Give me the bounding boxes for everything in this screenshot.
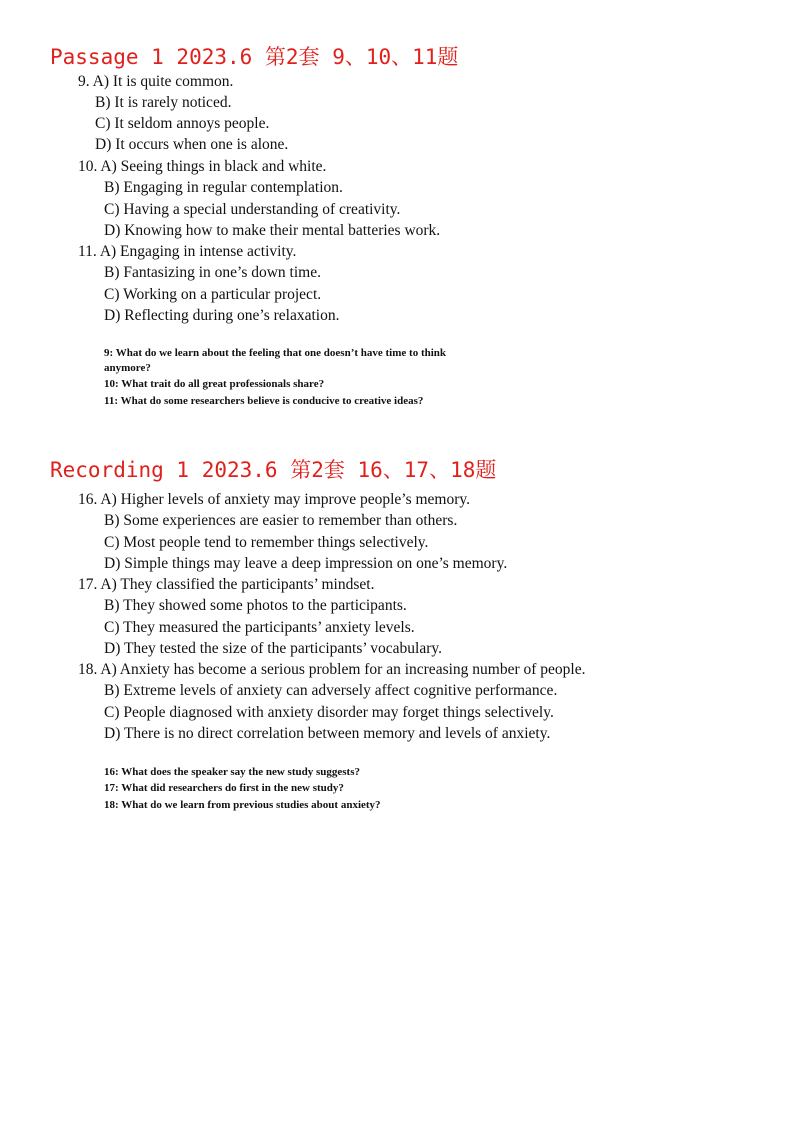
q9-option-d: D) It occurs when one is alone. xyxy=(95,136,289,153)
q17-option-b: B) They showed some photos to the participants. xyxy=(104,597,407,614)
note-q10: 10: What trait do all great professionals share? xyxy=(104,378,325,390)
q16-option-d: D) Simple things may leave a deep impression on one’s memory. xyxy=(104,555,508,572)
q18-option-d: D) There is no direct correlation between memory and levels of anxiety. xyxy=(104,725,551,742)
q17-option-c: C) They measured the participants’ anxiety levels. xyxy=(104,619,415,636)
q18-option-a: 18. A) Anxiety has become a serious problem for an increasing number of people. xyxy=(78,661,586,678)
q16-option-a: 16. A) Higher levels of anxiety may improve people’s memory. xyxy=(78,491,470,508)
note-q17: 17: What did researchers do first in the new study? xyxy=(104,782,344,794)
q11-option-c: C) Working on a particular project. xyxy=(104,286,322,303)
note-q18: 18: What do we learn from previous studies about anxiety? xyxy=(104,799,381,811)
q10-option-a: 10. A) Seeing things in black and white. xyxy=(78,158,327,175)
q10-option-d: D) Knowing how to make their mental batteries work. xyxy=(104,222,441,239)
note-q11: 11: What do some researchers believe is conducive to creative ideas? xyxy=(104,395,424,407)
q16-option-c: C) Most people tend to remember things selectively. xyxy=(104,534,429,551)
note-q9-line2: anymore? xyxy=(104,362,151,374)
q11-option-d: D) Reflecting during one’s relaxation. xyxy=(104,307,340,324)
q18-option-c: C) People diagnosed with anxiety disorder may forget things selectively. xyxy=(104,704,554,721)
q18-option-b: B) Extreme levels of anxiety can adversely affect cognitive performance. xyxy=(104,682,558,699)
q16-option-b: B) Some experiences are easier to remember than others. xyxy=(104,512,458,529)
q11-option-b: B) Fantasizing in one’s down time. xyxy=(104,264,321,281)
q10-option-b: B) Engaging in regular contemplation. xyxy=(104,179,343,196)
q17-option-a: 17. A) They classified the participants’ mindset. xyxy=(78,576,375,593)
q9-option-b: B) It is rarely noticed. xyxy=(95,94,232,111)
note-q16: 16: What does the speaker say the new study suggests? xyxy=(104,766,360,778)
recording-1-heading: Recording 1 2023.6 第2套 16、17、18题 xyxy=(50,458,497,482)
q9-option-c: C) It seldom annoys people. xyxy=(95,115,270,132)
q11-option-a: 11. A) Engaging in intense activity. xyxy=(78,243,297,260)
q10-option-c: C) Having a special understanding of creativity. xyxy=(104,201,401,218)
q9-option-a: 9. A) It is quite common. xyxy=(78,73,234,90)
passage-1-heading: Passage 1 2023.6 第2套 9、10、11题 xyxy=(50,45,459,69)
q17-option-d: D) They tested the size of the participants’ vocabulary. xyxy=(104,640,443,657)
note-q9-line1: 9: What do we learn about the feeling that one doesn’t have time to think xyxy=(104,347,447,359)
